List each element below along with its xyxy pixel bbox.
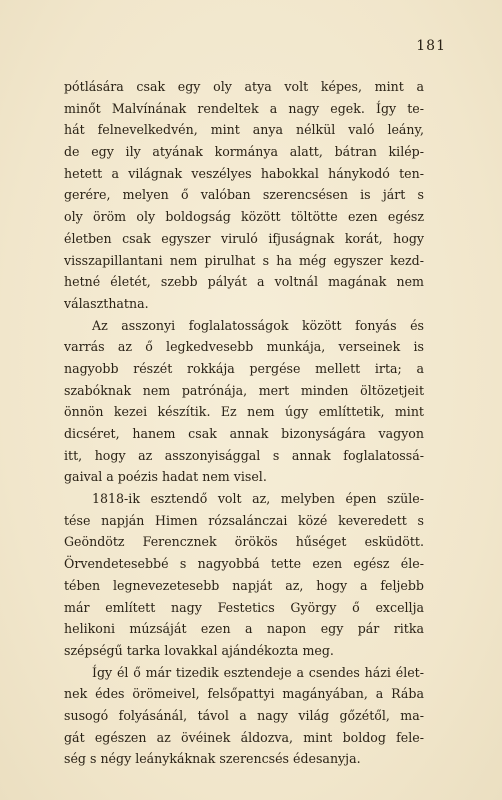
text-line: szépségű tarka lovakkal ajándékozta meg. bbox=[64, 642, 334, 658]
text-line: önnön kezei készítik. Ez nem úgy említtetik, mint bbox=[64, 404, 424, 420]
text-line: gerére, melyen ő valóban szerencsésen is járt s bbox=[64, 187, 424, 203]
text-line: Így él ő már tizedik esztendeje a csendes házi élet- bbox=[92, 664, 424, 680]
paragraph bbox=[64, 76, 424, 315]
text-line: de egy ily atyának kormánya alatt, bátran kiléр- bbox=[64, 144, 424, 160]
text-line: hát felnevelkedvén, mint anya nélkül való leány, bbox=[64, 122, 424, 138]
text-line: tében legnevezetesebb napját az, hogy a feljebb bbox=[64, 577, 424, 593]
text-line: ség s négy leánykáknak szerencsés édesanyja. bbox=[64, 751, 361, 767]
paragraph bbox=[64, 488, 424, 662]
text-line: gát egészen az övéinek áldozva, mint boldog fele- bbox=[64, 729, 424, 745]
text-line: gaival a poézis hadat nem visel. bbox=[64, 469, 267, 485]
paragraph bbox=[64, 662, 424, 770]
text-line: már említett nagy Festetics György ő excellja bbox=[64, 599, 424, 615]
page-number: 181 bbox=[416, 38, 446, 54]
text-line: helikoni múzsáját ezen a napon egy pár ritka bbox=[64, 621, 424, 637]
text-line: oly öröm oly boldogság között töltötte ezen egész bbox=[64, 209, 424, 225]
text-line: Örvendetesebbé s nagyobbá tette ezen egész éle- bbox=[64, 556, 424, 572]
text-line: Az asszonyi foglalatosságok között fonyás és bbox=[92, 317, 424, 333]
text-line: dicséret, hanem csak annak bizonyságára vagyon bbox=[64, 426, 424, 441]
text-line: 1818-ik esztendő volt az, melyben épen szüle- bbox=[92, 491, 424, 507]
text-line: visszapillantani nem pirulhat s ha még egyszer kezd- bbox=[64, 252, 424, 268]
paragraph bbox=[64, 315, 424, 489]
body-text bbox=[64, 76, 424, 770]
text-line: nagyobb részét rokkája pergése mellett irta; a bbox=[64, 360, 424, 376]
text-line: susogó folyásánál, távol a nagy világ gőzétől, ma- bbox=[64, 707, 424, 723]
text-line: varrás az ő legkedvesebb munkája, verseinek is bbox=[64, 339, 424, 355]
text-line: itt, hogy az asszonyisággal s annak foglalatossá- bbox=[64, 447, 424, 463]
text-line: nek édes örömeivel, felsőpattyi magányában, a Rába bbox=[64, 686, 424, 702]
text-line: választhatna. bbox=[64, 295, 149, 311]
text-line: Geöndötz Ferencznek örökös hűséget esküdött. bbox=[64, 534, 424, 550]
text-line: életben csak egyszer viruló ifjuságnak korát, hogy bbox=[64, 230, 424, 246]
text-line: minőt Malvínának rendeltek a nagy egek. Így te- bbox=[64, 100, 424, 116]
text-line: hetett a világnak veszélyes habokkal hánykodó ten- bbox=[64, 165, 424, 181]
text-line: szabóknak nem patrónája, mert minden öltözetjeit bbox=[64, 382, 424, 398]
text-line: tése napján Himen rózsalánczai közé keveredett s bbox=[64, 512, 424, 528]
text-line: pótlására csak egy oly atya volt képes, mint a bbox=[64, 79, 424, 94]
text-line: hetné életét, szebb pályát a voltnál magának nem bbox=[64, 274, 424, 290]
